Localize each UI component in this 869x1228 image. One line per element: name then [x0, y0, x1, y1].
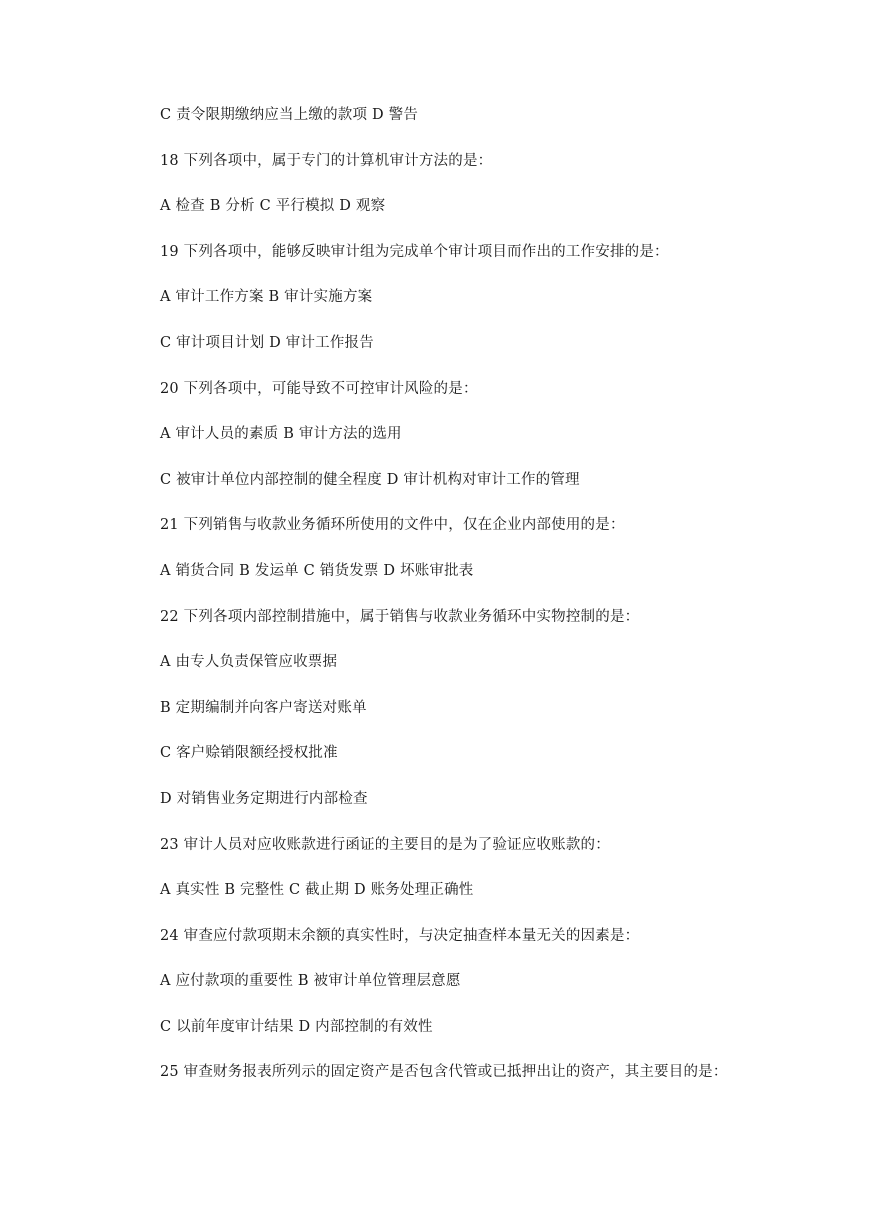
question-stem: 23 审计人员对应收账款进行函证的主要目的是为了验证应收账款的： — [160, 836, 610, 853]
answer-options: C 被审计单位内部控制的健全程度 D 审计机构对审计工作的管理 — [160, 471, 580, 488]
answer-options: A 审计人员的素质 B 审计方法的选用 — [160, 426, 402, 443]
answer-option: A 由专人负责保管应收票据 — [160, 654, 338, 671]
question-stem: 19 下列各项中，能够反映审计组为完成单个审计项目而作出的工作安排的是： — [160, 243, 669, 260]
question-text-block — [160, 102, 829, 1105]
answer-option: C 客户赊销限额经授权批准 — [160, 745, 338, 762]
answer-options: C 以前年度审计结果 D 内部控制的有效性 — [160, 1018, 433, 1035]
answer-options: A 检查 B 分析 C 平行模拟 D 观察 — [160, 198, 386, 215]
question-stem: 24 审查应付款项期末余额的真实性时，与决定抽查样本量无关的因素是： — [160, 927, 640, 944]
question-stem: 22 下列各项内部控制措施中，属于销售与收款业务循环中实物控制的是： — [160, 608, 640, 625]
question-stem: 25 审查财务报表所列示的固定资产是否包含代管或已抵押出让的资产，其主要目的是： — [160, 1064, 728, 1081]
question-stem: 18 下列各项中，属于专门的计算机审计方法的是： — [160, 152, 493, 169]
answer-options: A 销货合同 B 发运单 C 销货发票 D 坏账审批表 — [160, 562, 474, 579]
answer-options: A 应付款项的重要性 B 被审计单位管理层意愿 — [160, 973, 461, 990]
answer-option: D 对销售业务定期进行内部检查 — [160, 790, 368, 807]
question-stem: 21 下列销售与收款业务循环所使用的文件中，仅在企业内部使用的是： — [160, 517, 625, 534]
answer-options: A 真实性 B 完整性 C 截止期 D 账务处理正确性 — [160, 882, 474, 899]
text-line: C 责令限期缴纳应当上缴的款项 D 警告 — [160, 107, 419, 123]
answer-options: C 审计项目计划 D 审计工作报告 — [160, 334, 374, 351]
question-stem: 20 下列各项中，可能导致不可控审计风险的是： — [160, 380, 478, 397]
answer-options: A 审计工作方案 B 审计实施方案 — [160, 289, 373, 306]
answer-option: B 定期编制并向客户寄送对账单 — [160, 699, 367, 716]
